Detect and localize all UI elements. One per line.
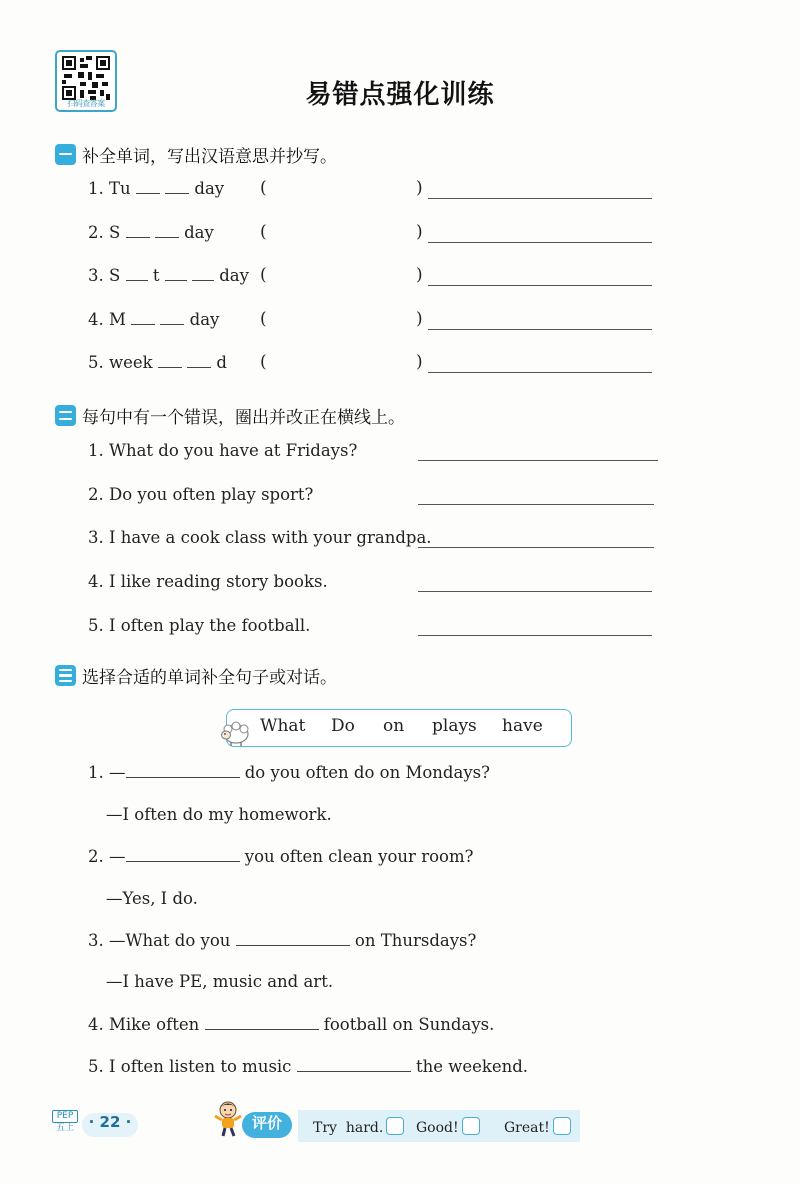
sheep-icon xyxy=(218,718,252,748)
eval-checkbox-good[interactable] xyxy=(462,1117,480,1135)
word-part: day xyxy=(194,179,225,198)
word-part: Tu xyxy=(109,179,131,198)
section-3-header xyxy=(55,662,337,688)
s2-sentence-3: 3. I have a cook class with your grandpa. xyxy=(88,528,432,547)
word-part: d xyxy=(216,353,227,372)
item-number: 1. xyxy=(88,763,104,782)
s3-question-2 xyxy=(88,847,473,866)
letter-blank[interactable] xyxy=(165,179,189,194)
answer-blank[interactable] xyxy=(297,1057,411,1072)
meaning-open-paren: ( xyxy=(260,265,267,285)
s3-question-4 xyxy=(88,1015,494,1034)
word-bank-plays: plays xyxy=(432,716,477,736)
eval-option-great xyxy=(504,1117,571,1136)
section-1-header xyxy=(55,141,337,167)
correction-line[interactable] xyxy=(418,504,654,505)
meaning-open-paren: ( xyxy=(260,309,267,329)
question-text: do you often do on Mondays? xyxy=(244,763,490,782)
word-part: t xyxy=(152,266,160,285)
letter-blank[interactable] xyxy=(158,353,182,368)
meaning-close-paren: ) xyxy=(416,178,423,198)
section-2-title: 每句中有一个错误，圈出并改正在横线上。 xyxy=(82,407,405,428)
section-1-title: 补全单词，写出汉语意思并抄写。 xyxy=(82,146,337,167)
s2-sentence-4: 4. I like reading story books. xyxy=(88,572,328,591)
item-number: 4. xyxy=(88,1015,104,1034)
letter-blank[interactable] xyxy=(131,310,155,325)
correction-line[interactable] xyxy=(418,591,652,592)
question-text: I often listen to music xyxy=(109,1057,292,1076)
letter-blank[interactable] xyxy=(126,266,148,281)
page-title: 易错点强化训练 xyxy=(305,80,495,110)
item-number: 4. xyxy=(88,310,104,329)
question-text: —What do you xyxy=(109,931,231,950)
page-number: · 22 · xyxy=(82,1113,138,1137)
answer-blank[interactable] xyxy=(126,847,240,862)
item-number: 5. xyxy=(88,353,104,372)
word-bank-what: What xyxy=(260,716,306,736)
s3-question-5 xyxy=(88,1057,528,1076)
word-bank-on: on xyxy=(383,716,405,736)
word-part: week xyxy=(109,353,153,372)
meaning-close-paren: ) xyxy=(416,309,423,329)
correction-line[interactable] xyxy=(418,635,652,636)
question-text: Mike often xyxy=(109,1015,200,1034)
item-number: 5. xyxy=(88,1057,104,1076)
copy-line[interactable] xyxy=(428,285,652,286)
item-number: 1. xyxy=(88,179,104,198)
section-3-badge xyxy=(55,665,76,686)
section-2-badge xyxy=(55,405,76,426)
word-part: S xyxy=(109,266,121,285)
letter-blank[interactable] xyxy=(126,223,150,238)
meaning-open-paren: ( xyxy=(260,222,267,242)
s3-reply-3: —I have PE, music and art. xyxy=(106,972,334,991)
section-1-badge xyxy=(55,144,76,165)
word-part: day xyxy=(219,266,249,285)
word-bank-do: Do xyxy=(331,716,355,736)
eval-option-label: Great! xyxy=(504,1120,550,1136)
copy-line[interactable] xyxy=(428,198,652,199)
question-text: — xyxy=(109,847,126,866)
question-text: the weekend. xyxy=(415,1057,529,1076)
eval-checkbox-great[interactable] xyxy=(553,1117,571,1135)
word-part: day xyxy=(184,223,214,242)
section-3-title: 选择合适的单词补全句子或对话。 xyxy=(82,667,337,688)
edition-pep: PEP xyxy=(52,1110,78,1123)
question-text: on Thursdays? xyxy=(354,931,477,950)
letter-blank[interactable] xyxy=(160,310,184,325)
qr-caption: 扫码查答案 xyxy=(67,99,105,108)
meaning-open-paren: ( xyxy=(260,178,267,198)
s1-item-1 xyxy=(88,179,224,198)
answer-blank[interactable] xyxy=(236,931,350,946)
word-bank-have: have xyxy=(502,716,543,736)
s2-sentence-1: 1. What do you have at Fridays? xyxy=(88,441,358,460)
item-number: 3. xyxy=(88,266,104,285)
copy-line[interactable] xyxy=(428,329,652,330)
eval-option-try-hard xyxy=(313,1117,404,1136)
s2-sentence-5: 5. I often play the football. xyxy=(88,616,311,635)
kid-mascot-icon xyxy=(212,1098,244,1138)
s3-question-1 xyxy=(88,763,490,782)
answer-blank[interactable] xyxy=(126,763,240,778)
copy-line[interactable] xyxy=(428,242,652,243)
letter-blank[interactable] xyxy=(165,266,187,281)
s1-item-2 xyxy=(88,223,214,242)
grade-label: 五上 xyxy=(55,1123,74,1133)
meaning-close-paren: ) xyxy=(416,265,423,285)
question-text: you often clean your room? xyxy=(244,847,474,866)
letter-blank[interactable] xyxy=(192,266,214,281)
copy-line[interactable] xyxy=(428,372,652,373)
eval-option-label: Good! xyxy=(416,1120,459,1136)
item-number: 2. xyxy=(88,223,104,242)
s2-sentence-2: 2. Do you often play sport? xyxy=(88,485,314,504)
correction-line[interactable] xyxy=(418,460,658,461)
meaning-open-paren: ( xyxy=(260,352,267,372)
letter-blank[interactable] xyxy=(187,353,211,368)
meaning-close-paren: ) xyxy=(416,352,423,372)
question-text: — xyxy=(109,763,126,782)
word-part: M xyxy=(109,310,126,329)
word-part: S xyxy=(109,223,121,242)
s1-item-3 xyxy=(88,266,249,285)
item-number: 2. xyxy=(88,847,104,866)
eval-checkbox-try-hard[interactable] xyxy=(386,1117,404,1135)
s1-item-5 xyxy=(88,353,227,372)
item-number: 3. xyxy=(88,931,104,950)
eval-option-label: Try hard. xyxy=(313,1120,384,1136)
question-text: football on Sundays. xyxy=(323,1015,495,1034)
eval-option-good xyxy=(416,1117,480,1136)
s3-question-3 xyxy=(88,931,476,950)
s3-reply-1: —I often do my homework. xyxy=(106,805,332,824)
evaluation-label: 评价 xyxy=(242,1112,292,1138)
letter-blank[interactable] xyxy=(136,179,160,194)
meaning-close-paren: ) xyxy=(416,222,423,242)
s3-reply-2: —Yes, I do. xyxy=(106,889,198,908)
letter-blank[interactable] xyxy=(155,223,179,238)
correction-line[interactable] xyxy=(418,547,654,548)
answer-blank[interactable] xyxy=(205,1015,319,1030)
edition-label xyxy=(52,1110,78,1134)
word-part: day xyxy=(189,310,220,329)
section-2-header xyxy=(55,402,405,428)
s1-item-4 xyxy=(88,310,219,329)
